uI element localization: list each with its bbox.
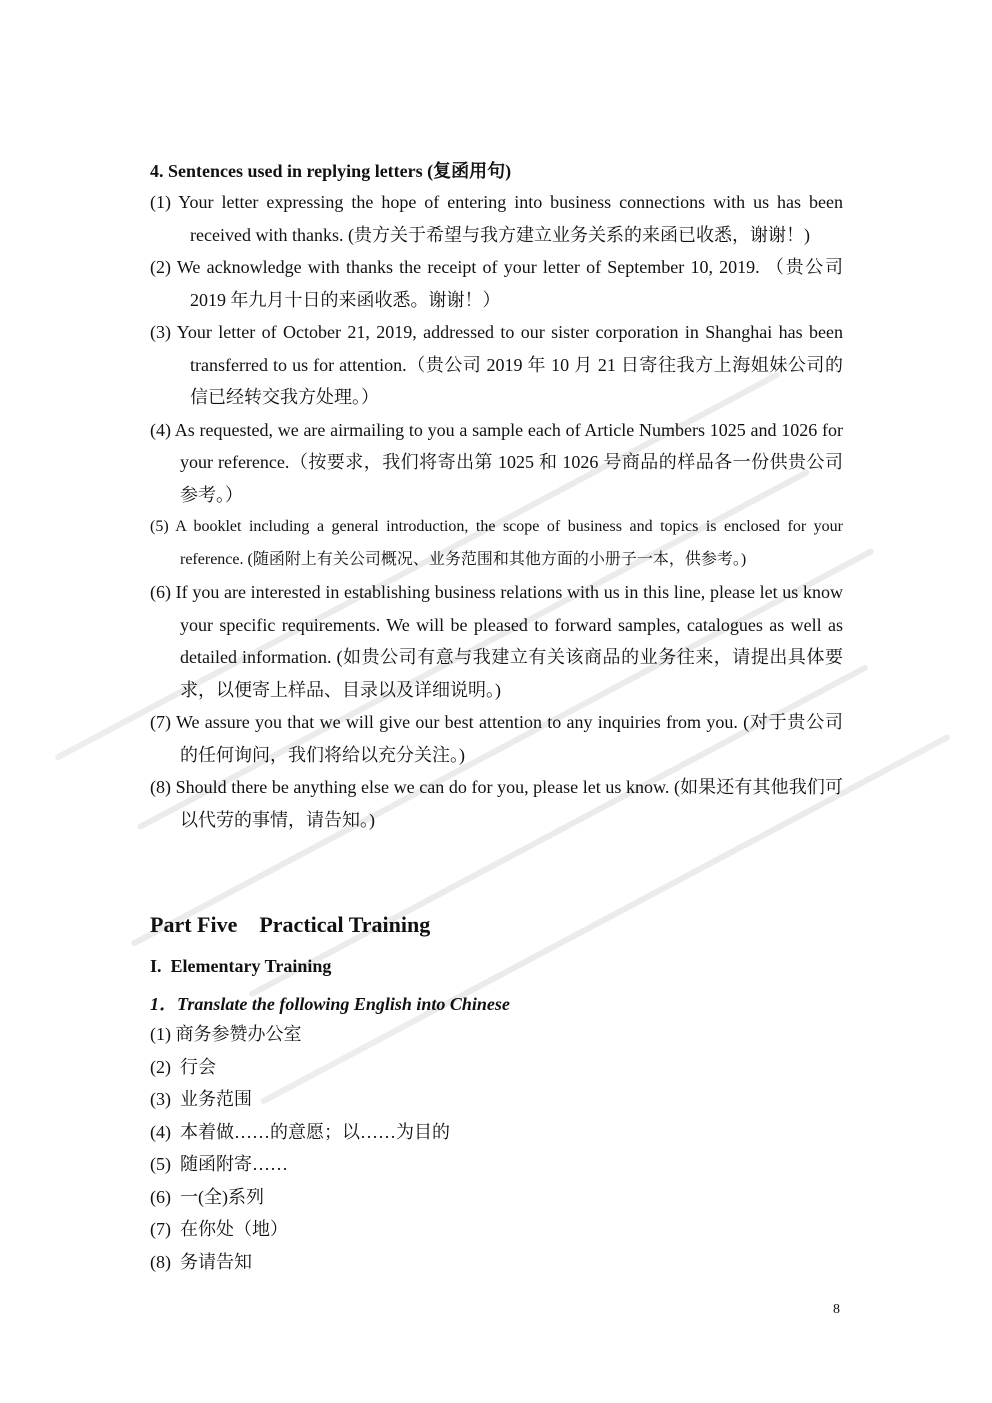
- part-title: Part Five Practical Training: [150, 912, 431, 937]
- vocab-item-6: (6) 一(全)系列: [150, 1186, 264, 1207]
- sentence-item-2: (2) We acknowledge with thanks the receipt of your letter of September 10, 2019. （贵公司 2019 年九月十日的来函收悉。谢谢！）: [150, 257, 843, 310]
- page-number: 8: [833, 1302, 840, 1317]
- training-subheading: I. Elementary Training: [150, 956, 332, 976]
- vocab-item-4: (4) 本着做……的意愿；以……为目的: [150, 1121, 450, 1142]
- vocab-item-3: (3) 业务范围: [150, 1089, 252, 1109]
- sentence-item-8: (8) Should there be anything else we can do for you, please let us know. (如果还有其他我们可以代劳的事情，请告知。): [150, 777, 843, 830]
- sentence-list: [150, 186, 843, 836]
- sentence-item-4: (4) As requested, we are airmailing to you a sample each of Article Numbers 1025 and 1026 for your reference.（按要求，我们将寄出第 1025 和 1026 号商品的样品各一份供贵公司参考。）: [150, 419, 843, 505]
- vocab-item-2: (2) 行会: [150, 1056, 216, 1077]
- sentence-item-3: (3) Your letter of October 21, 2019, addressed to our sister corporation in Shanghai has been transferred to us for attention.（贵公司 2019 年 10 月 21 日寄往我方上海姐妹公司的信已经转交我方处理。）: [150, 322, 843, 407]
- sentence-item-7: (7) We assure you that we will give our best attention to any inquiries from you. (对于贵公司的任何询问，我们将给以充分关注。): [150, 712, 843, 765]
- vocab-item-1: (1) 商务参赞办公室: [150, 1024, 302, 1044]
- sentence-item-5: (5) A booklet including a general introduction, the scope of business and topics is enclosed for your reference. (随函附上有关公司概况、业务范围和其他方面的小册子一本，供参考。): [150, 518, 843, 568]
- sentence-item-1: (1) Your letter expressing the hope of entering into business connections with us has been received with thanks. (贵方关于希望与我方建立业务关系的来函已收悉，谢谢！): [150, 192, 843, 245]
- vocab-list: [150, 1018, 450, 1278]
- sentence-item-6: (6) If you are interested in establishing business relations with us in this line, please let us know your specific requirements. We will be pleased to forward samples, catalogues as well as detailed information. (如贵公司有意与我建立有关该商品的业务往来，请提出具体要求，以便寄上样品、目录以及详细说明。): [150, 582, 843, 700]
- vocab-item-8: (8) 务请告知: [150, 1251, 252, 1272]
- vocab-item-7: (7) 在你处（地）: [150, 1219, 288, 1239]
- section-heading: 4. Sentences used in replying letters (复函用句): [150, 161, 512, 181]
- vocab-item-5: (5) 随函附寄……: [150, 1154, 288, 1174]
- task-heading: 1．Translate the following English into Chinese: [150, 994, 510, 1014]
